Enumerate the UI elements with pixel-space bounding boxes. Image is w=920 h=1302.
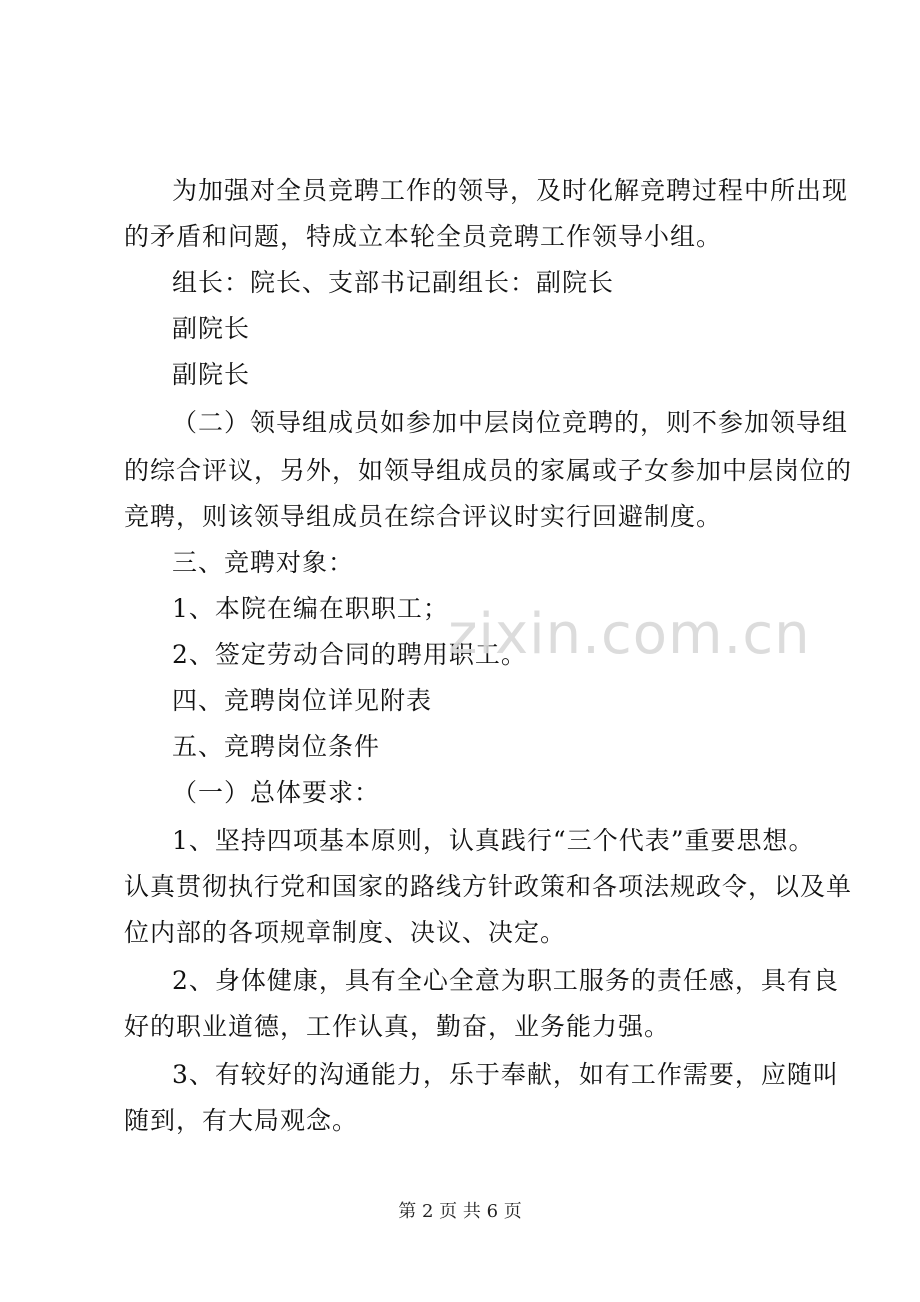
paragraph-line: 组长：院长、支部书记副组长：副院长 bbox=[172, 268, 615, 297]
subsection-heading: （一）总体要求： bbox=[172, 778, 381, 807]
watermark: zixin.com.cn bbox=[448, 602, 811, 667]
section-heading: 四、竞聘岗位详见附表 bbox=[172, 686, 433, 715]
paragraph-line: 认真贯彻执行党和国家的路线方针政策和各项法规政令，以及单 bbox=[124, 872, 853, 901]
paragraph-line: 好的职业道德，工作认真，勤奋，业务能力强。 bbox=[124, 1012, 671, 1041]
paragraph-line: 副院长 bbox=[172, 314, 251, 343]
paragraph-line: 位内部的各项规章制度、决议、决定。 bbox=[124, 918, 567, 947]
paragraph-line: 为加强对全员竞聘工作的领导，及时化解竞聘过程中所出现 bbox=[172, 176, 849, 205]
list-item: 2、签定劳动合同的聘用职工。 bbox=[172, 640, 527, 669]
paragraph-line: （二）领导组成员如参加中层岗位竞聘的，则不参加领导组 bbox=[172, 408, 849, 437]
paragraph-line: 随到，有大局观念。 bbox=[124, 1106, 359, 1135]
paragraph-line: 的综合评议，另外，如领导组成员的家属或子女参加中层岗位的 bbox=[124, 456, 853, 485]
page-footer: 第 2 页 共 6 页 bbox=[398, 1201, 522, 1222]
section-heading: 三、竞聘对象： bbox=[172, 548, 355, 577]
paragraph-line: 竞聘，则该领导组成员在综合评议时实行回避制度。 bbox=[124, 502, 723, 531]
section-heading: 五、竞聘岗位条件 bbox=[172, 732, 381, 761]
list-item: 3、有较好的沟通能力，乐于奉献，如有工作需要，应随叫 bbox=[172, 1060, 839, 1089]
list-item: 2、身体健康，具有全心全意为职工服务的责任感，具有良 bbox=[172, 966, 839, 995]
paragraph-line: 的矛盾和问题，特成立本轮全员竞聘工作领导小组。 bbox=[124, 222, 723, 251]
list-item: 1、本院在编在职职工； bbox=[172, 594, 449, 623]
list-item: 1、坚持四项基本原则，认真践行“三个代表”重要思想。 bbox=[172, 826, 815, 855]
paragraph-line: 副院长 bbox=[172, 360, 251, 389]
